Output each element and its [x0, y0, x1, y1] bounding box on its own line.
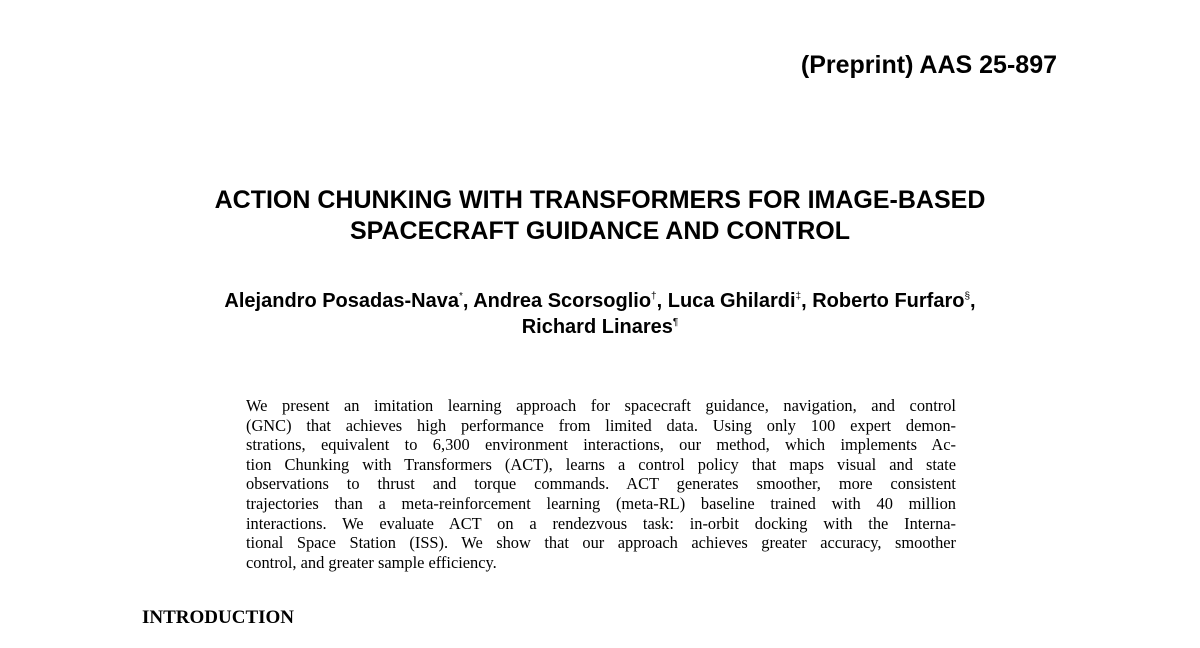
author-separator: ,	[656, 290, 668, 312]
abstract-line: trajectories than a meta-reinforcement learning (meta-RL) baseline trained with 40 million	[246, 493, 956, 513]
author-footnote-mark: §	[964, 291, 971, 302]
abstract	[246, 396, 956, 572]
author-name: Roberto Furfaro	[812, 290, 965, 312]
author-line	[0, 288, 1200, 314]
paper-title-line: ACTION CHUNKING WITH TRANSFORMERS FOR IMAGE-BASED	[214, 186, 986, 214]
author-line	[0, 314, 1200, 340]
author-name: Alejandro Posadas-Nava	[224, 290, 459, 312]
abstract-line: tion Chunking with Transformers (ACT), learns a control policy that maps visual and state	[246, 454, 956, 474]
preprint-label: (Preprint) AAS 25-897	[800, 51, 1057, 79]
abstract-line: observations to thrust and torque commands. ACT generates smoother, more consistent	[246, 474, 956, 494]
author-name: Luca Ghilardi	[667, 290, 796, 312]
abstract-line: interactions. We evaluate ACT on a rendezvous task: in-orbit docking with the Interna-	[246, 513, 956, 533]
section-heading: INTRODUCTION	[142, 607, 295, 628]
paper-title-line: SPACECRAFT GUIDANCE AND CONTROL	[350, 217, 850, 245]
abstract-line: strations, equivalent to 6,300 environment interactions, our method, which implements Ac-	[246, 435, 956, 455]
abstract-line: (GNC) that achieves high performance from limited data. Using only 100 expert demon-	[246, 415, 956, 435]
author-name: Andrea Scorsoglio	[473, 290, 652, 312]
author-footnote-mark: ‡	[795, 291, 802, 302]
author-separator: ,	[801, 290, 813, 312]
author-footnote-mark: †	[651, 291, 657, 302]
paper-title	[0, 185, 1200, 247]
author-list	[0, 288, 1200, 340]
abstract-line: tional Space Station (ISS). We show that our approach achieves greater accuracy, smoother	[246, 533, 956, 553]
author-separator: ,	[462, 290, 474, 312]
author-footnote-mark: *	[458, 291, 463, 302]
author-name: Richard Linares	[521, 316, 673, 338]
author-separator: ,	[970, 290, 976, 312]
abstract-line: control, and greater sample efficiency.	[246, 552, 497, 572]
abstract-line: We present an imitation learning approach for spacecraft guidance, navigation, and control	[246, 396, 956, 415]
author-footnote-mark: ¶	[672, 317, 679, 328]
